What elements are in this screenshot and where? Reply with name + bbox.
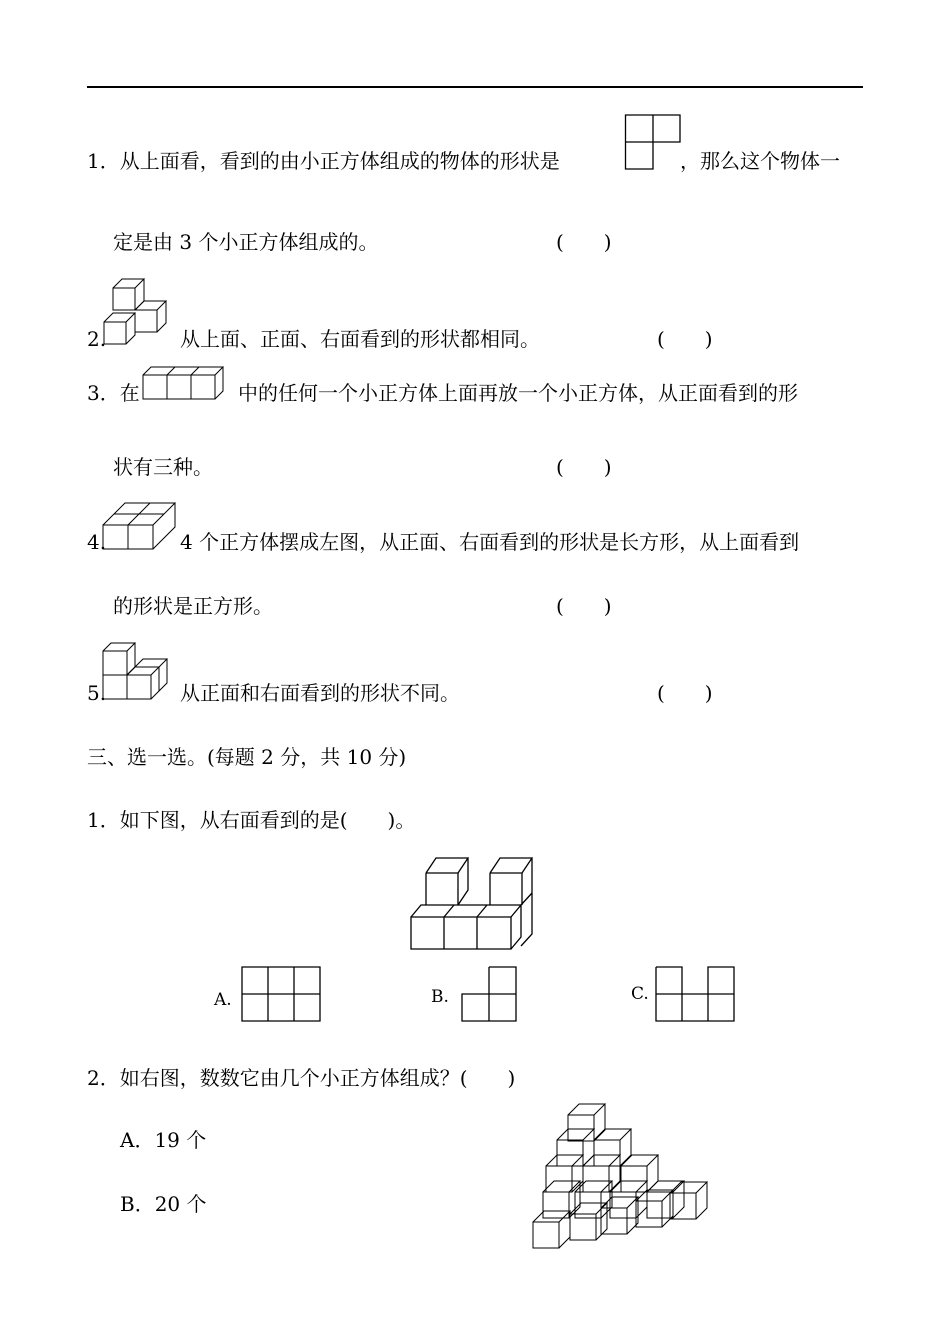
choice-q1-stem: 1．如下图，从右面看到的是( )。 <box>87 808 416 832</box>
q5-cube-figure <box>101 642 181 704</box>
pyramid-cube <box>533 1211 570 1248</box>
section-choice-heading: 三、选一选。(每题 2 分，共 10 分) <box>87 745 407 769</box>
judge-q3-line2: 状有三种。 <box>113 455 213 479</box>
choice-q1-option-b-shape <box>461 966 519 1024</box>
judge-q5-text: 从正面和右面看到的形状不同。 <box>180 681 460 705</box>
pyramid-cube <box>575 1181 612 1218</box>
judge-q4-line2: 的形状是正方形。 <box>113 594 273 618</box>
pyramid-cube <box>583 1155 620 1192</box>
judge-q2-number: 2. <box>87 327 107 351</box>
choice-q1-option-c-shape <box>655 966 737 1024</box>
choice-q2-cube-pyramid[interactable] <box>530 1102 695 1257</box>
choice-q2-option-a[interactable]: A．19 个 <box>120 1128 207 1152</box>
pyramid-cube <box>610 1181 647 1218</box>
choice-q2-stem: 2．如右图，数数它由几个小正方体组成？( ) <box>87 1066 516 1090</box>
choice-q1-option-a-shape <box>241 966 323 1024</box>
judge-q3-text-b: 中的任何一个小正方体上面再放一个小正方体，从正面看到的形 <box>238 381 798 405</box>
judge-q4-number: 4. <box>87 530 107 554</box>
judge-q1-text-a: 1．从上面看，看到的由小正方体组成的物体的形状是 <box>87 149 560 173</box>
pyramid-cube <box>546 1155 583 1192</box>
top-rule <box>87 86 863 88</box>
pyramid-cube <box>647 1181 684 1218</box>
judge-q2-answer-bracket[interactable]: ( ) <box>657 327 713 351</box>
pyramid-cube <box>543 1181 580 1218</box>
judge-q1-answer-bracket[interactable]: ( ) <box>556 230 612 254</box>
judge-q5-answer-bracket[interactable]: ( ) <box>657 681 713 705</box>
choice-q1-option-c-label[interactable]: C. <box>631 984 649 1004</box>
judge-q1-text-b: ，那么这个物体一 <box>680 149 840 173</box>
choice-q2-option-b[interactable]: B．20 个 <box>120 1192 207 1216</box>
judge-q3-answer-bracket[interactable]: ( ) <box>556 455 612 479</box>
q3-three-cubes-row <box>142 366 232 406</box>
pyramid-cube <box>594 1129 631 1166</box>
judge-q5-number: 5. <box>87 681 107 705</box>
q4-cube-block-figure <box>101 502 181 552</box>
pyramid-cube <box>670 1182 707 1219</box>
judge-q2-text: 从上面、正面、右面看到的形状都相同。 <box>180 327 540 351</box>
judge-q4-answer-bracket[interactable]: ( ) <box>556 594 612 618</box>
choice-q1-option-a-label[interactable]: A. <box>214 990 232 1010</box>
judge-q1-line2: 定是由 3 个小正方体组成的。 <box>113 230 379 254</box>
choice-q1-option-b-label[interactable]: B. <box>431 987 449 1007</box>
pyramid-cube <box>568 1104 605 1141</box>
choice-q1-cube-structure <box>408 855 548 955</box>
judge-q4-text: 4 个正方体摆成左图，从正面、右面看到的形状是长方形，从上面看到 <box>180 530 800 554</box>
q2-cube-figure <box>100 274 180 349</box>
pyramid-cube <box>636 1190 673 1227</box>
q1-top-view-shape <box>625 114 683 172</box>
judge-q3-text-a: 3．在 <box>87 381 140 405</box>
